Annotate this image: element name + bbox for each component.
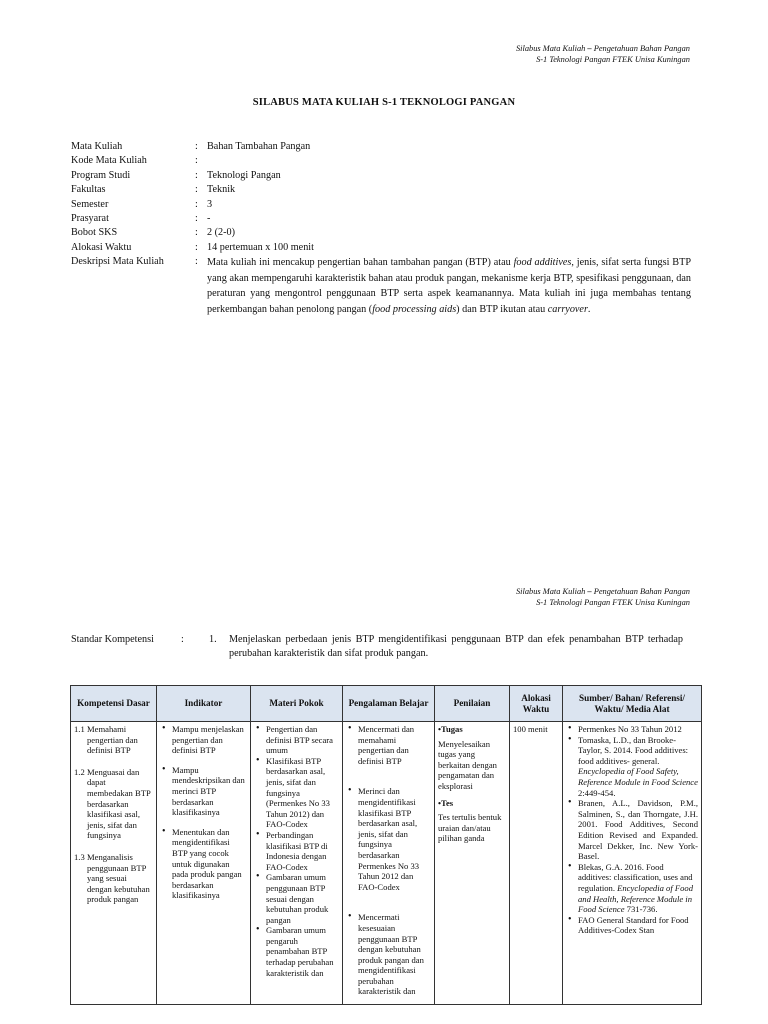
- info-row: Mata Kuliah : Bahan Tambahan Pangan: [71, 141, 311, 152]
- assessment-item: • Tugas Menyelesaikan tugas yang berkaitan dengan pengamatan dan eksplorasi: [438, 724, 506, 792]
- info-row: Fakultas : Teknik: [71, 184, 236, 196]
- penilaian-cell: [435, 722, 510, 1005]
- table-row: [71, 722, 702, 1005]
- running-header-page-2: [516, 586, 690, 608]
- list-item: • Mampu mendeskripsikan dan merinci BTP berdasarkan klasifikasinya: [160, 765, 247, 818]
- list-item: • Merinci dan mengidentifikasi klasifikasi BTP berdasarkan asal, jenis, sifat dan fungsinya berdasarkan Permenkes No 33 Tahun 2012 dan FAO-Codex: [346, 786, 431, 892]
- column-header: Materi Pokok: [251, 686, 343, 722]
- reference-item: • Tomaska, L.D., dan Brooke-Taylor, S. 2014. Food additives: food additives- general. Encyclopedia of Food Safety, Reference Module in Food Science 2:449-454.: [566, 735, 698, 799]
- course-description-row: Deskripsi Mata Kuliah : Mata kuliah ini mencakup pengertian bahan tambahan pangan (BTP) atau food additives, jenis, sifat serta fungsi BTP yang akan mempengaruhi karakteristik bahan atau produk pangan, mekanisme kerja BTP, spesifikasi penggunaan, dan peraturan yang mengontrol penggunaan BTP serta aspek keamanannya. Mata kuliah ini juga membahas tentang perkembangan bahan penolong pangan (food processing aids) dan BTP ikutan atau carryover.: [71, 255, 691, 317]
- reference-item: • FAO General Standard for Food Additives-Codex Stan: [566, 915, 698, 936]
- document-title: SILABUS MATA KULIAH S-1 TEKNOLOGI PANGAN: [252, 97, 516, 108]
- info-row: Alokasi Waktu : 14 pertemuan x 100 menit: [71, 241, 314, 253]
- column-header: Pengalaman Belajar: [343, 686, 435, 722]
- list-item: • Perbandingan klasifikasi BTP di Indonesia dengan FAO-Codex: [254, 830, 339, 872]
- materi-pokok-cell: [251, 722, 343, 1005]
- kompetensi-dasar-cell: [71, 722, 157, 1005]
- assessment-item: • Tes Tes tertulis bentuk uraian dan/atau pilihan ganda: [438, 798, 506, 844]
- info-row: Semester : 3: [71, 198, 213, 210]
- list-item: • Mencermati dan memahami pengertian dan definisi BTP: [346, 724, 431, 766]
- reference-item: • Branen, A.L., Davidson, P.M., Salminen, S., dan Thorngate, J.H. 2001. Food Additives, Second Edition Revised and Expanded. Marcel Dekker, Inc. New York-Basel.: [566, 798, 698, 862]
- referensi-cell: [563, 722, 702, 1005]
- running-header-top: [516, 43, 690, 65]
- list-item: • Menentukan dan mengidentifikasi BTP yang cocok untuk digunakan pada produk pangan berdasarkan klasifikasinya: [160, 827, 247, 901]
- info-row: Prasyarat : -: [71, 213, 211, 225]
- pengalaman-belajar-cell: [343, 722, 435, 1005]
- column-header: Indikator: [157, 686, 251, 722]
- standar-kompetensi: Standar Kompetensi : 1. Menjelaskan perbedaan jenis BTP mengidentifikasi penggunaan BTP dan efek penambahan BTP terhadap perubahan karakteristik dan sifat produk pangan.: [71, 634, 683, 659]
- alokasi-waktu-cell: 100 menit: [510, 722, 563, 1005]
- info-row: Kode Mata Kuliah :: [71, 155, 198, 167]
- list-item: • Mampu menjelaskan pengertian dan definisi BTP: [160, 724, 247, 756]
- list-item: 1.3 Menganalisis penggunaan BTP yang sesuai dengan kebutuhan produk pangan: [74, 851, 150, 905]
- info-row: Bobot SKS : 2 (2-0): [71, 227, 236, 239]
- list-item: • Klasifikasi BTP berdasarkan asal, jenis, sifat dan fungsinya (Permenkes No 33 Tahun 2012) dan FAO-Codex: [254, 756, 339, 830]
- indikator-cell: [157, 722, 251, 1005]
- column-header: Penilaian: [435, 686, 510, 722]
- reference-item: • Blekas, G.A. 2016. Food additives: classification, uses and regulation. Encyclopedia of Food and Health, Reference Module in Food Science 731-736.: [566, 862, 698, 915]
- column-header: Alokasi Waktu: [510, 686, 563, 722]
- list-item: 1.2 Menguasai dan dapat membedakan BTP berdasarkan klasifikasi asal, jenis, sifat dan fungsinya: [74, 766, 151, 841]
- column-header: Kompetensi Dasar: [71, 686, 157, 722]
- table-header-row: [71, 686, 702, 722]
- running-header-line-2: S-1 Teknologi Pangan FTEK Unisa Kuningan: [536, 598, 690, 607]
- running-header-line-1: Silabus Mata Kuliah – Pengetahuan Bahan Pangan: [515, 44, 690, 53]
- list-item: 1.1 Memahami pengertian dan definisi BTP: [74, 724, 138, 756]
- column-header: Sumber/ Bahan/ Referensi/ Waktu/ Media Alat: [563, 686, 702, 722]
- list-item: • Gambaran umum penggunaan BTP sesuai dengan kebutuhan produk pangan: [254, 872, 339, 925]
- syllabus-table: [70, 685, 702, 1005]
- running-header-line-1: Silabus Mata Kuliah – Pengetahuan Bahan Pangan: [515, 587, 690, 596]
- info-row: Program Studi : Teknologi Pangan: [71, 169, 281, 181]
- list-item: • Mencermati kesesuaian penggunaan BTP dengan kebutuhan produk pangan dan mengidentifikasi perubahan karakteristik dan: [346, 912, 431, 997]
- list-item: • Gambaran umum pengaruh penambahan BTP terhadap perubahan karakteristik dan: [254, 925, 339, 978]
- running-header-line-2: S-1 Teknologi Pangan FTEK Unisa Kuningan: [536, 55, 690, 64]
- course-info: [71, 140, 691, 318]
- list-item: • Pengertian dan definisi BTP secara umum: [254, 724, 339, 756]
- reference-item: • Permenkes No 33 Tahun 2012: [566, 724, 698, 735]
- course-description: Mata kuliah ini mencakup pengertian bahan tambahan pangan (BTP) atau food additives, jenis, sifat serta fungsi BTP yang akan mempengaruhi karakteristik bahan atau produk pangan, mekanisme kerja BTP, spesifikasi penggunaan, dan peraturan yang mengontrol penggunaan BTP serta aspek keamanannya. Mata kuliah ini juga membahas tentang perkembangan bahan penolong pangan (food processing aids) dan BTP ikutan atau carryover.: [207, 257, 691, 316]
